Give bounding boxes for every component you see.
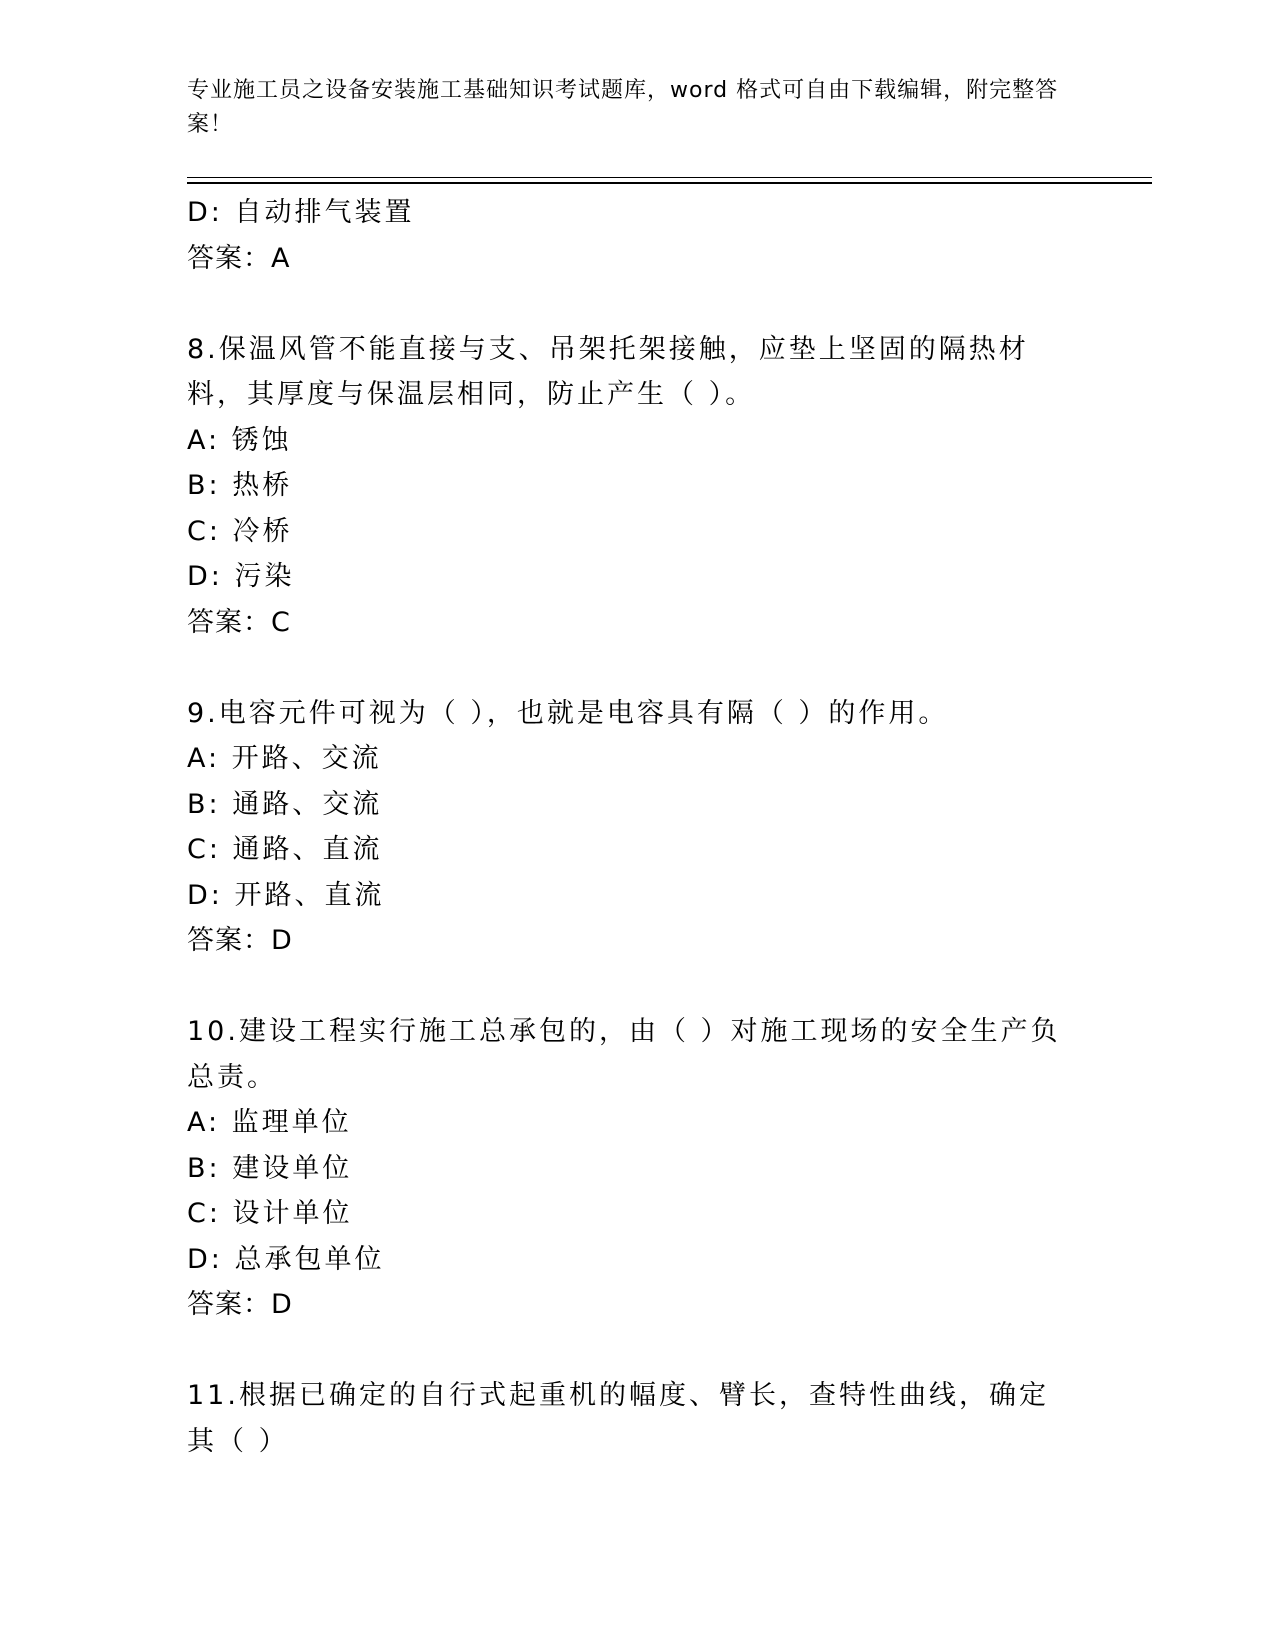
document-header: 专业施工员之设备安装施工基础知识考试题库，word 格式可自由下载编辑，附完整答案！ — [187, 78, 1059, 137]
question-text: 9.电容元件可视为（ ），也就是电容具有隔（ ）的作用。 — [187, 697, 949, 729]
question-10 — [187, 1009, 1067, 1328]
question-text: 11.根据已确定的自行式起重机的幅度、臂长，查特性曲线，确定其（ ） — [187, 1380, 1049, 1457]
option-a: A: 监理单位 — [187, 1107, 352, 1138]
question-text: 10.建设工程实行施工总承包的，由（ ）对施工现场的安全生产负总责。 — [187, 1016, 1061, 1093]
option-a: A: 开路、交流 — [187, 743, 382, 774]
question-11 — [187, 1373, 1067, 1464]
question-text: 8.保温风管不能直接与支、吊架托架接触，应垫上坚固的隔热材料，其厚度与保温层相同，防止产生（ ）。 — [187, 333, 1029, 410]
option-b: B: 通路、交流 — [187, 788, 383, 820]
option-c: C: 设计单位 — [187, 1198, 353, 1229]
answer: 答案：C — [187, 606, 291, 638]
option-d: D: 总承包单位 — [187, 1243, 385, 1275]
option-c: C: 通路、直流 — [187, 834, 383, 865]
question-content — [187, 190, 1067, 1464]
header-divider-thick — [187, 182, 1152, 184]
option-a: A: 锈蚀 — [187, 424, 292, 456]
option-d: D: 开路、直流 — [187, 879, 385, 911]
option-d: D: 污染 — [187, 561, 295, 592]
answer: 答案：D — [187, 1289, 293, 1320]
header-divider-thin — [187, 177, 1152, 178]
answer: 答案：D — [187, 925, 293, 956]
option-b: B: 建设单位 — [187, 1152, 353, 1184]
question-9 — [187, 691, 1067, 964]
option-c: C: 冷桥 — [187, 515, 293, 547]
option-d: D: 自动排气装置 — [187, 197, 415, 228]
question-8 — [187, 327, 1067, 646]
answer: 答案：A — [187, 242, 291, 274]
option-b: B: 热桥 — [187, 470, 293, 501]
